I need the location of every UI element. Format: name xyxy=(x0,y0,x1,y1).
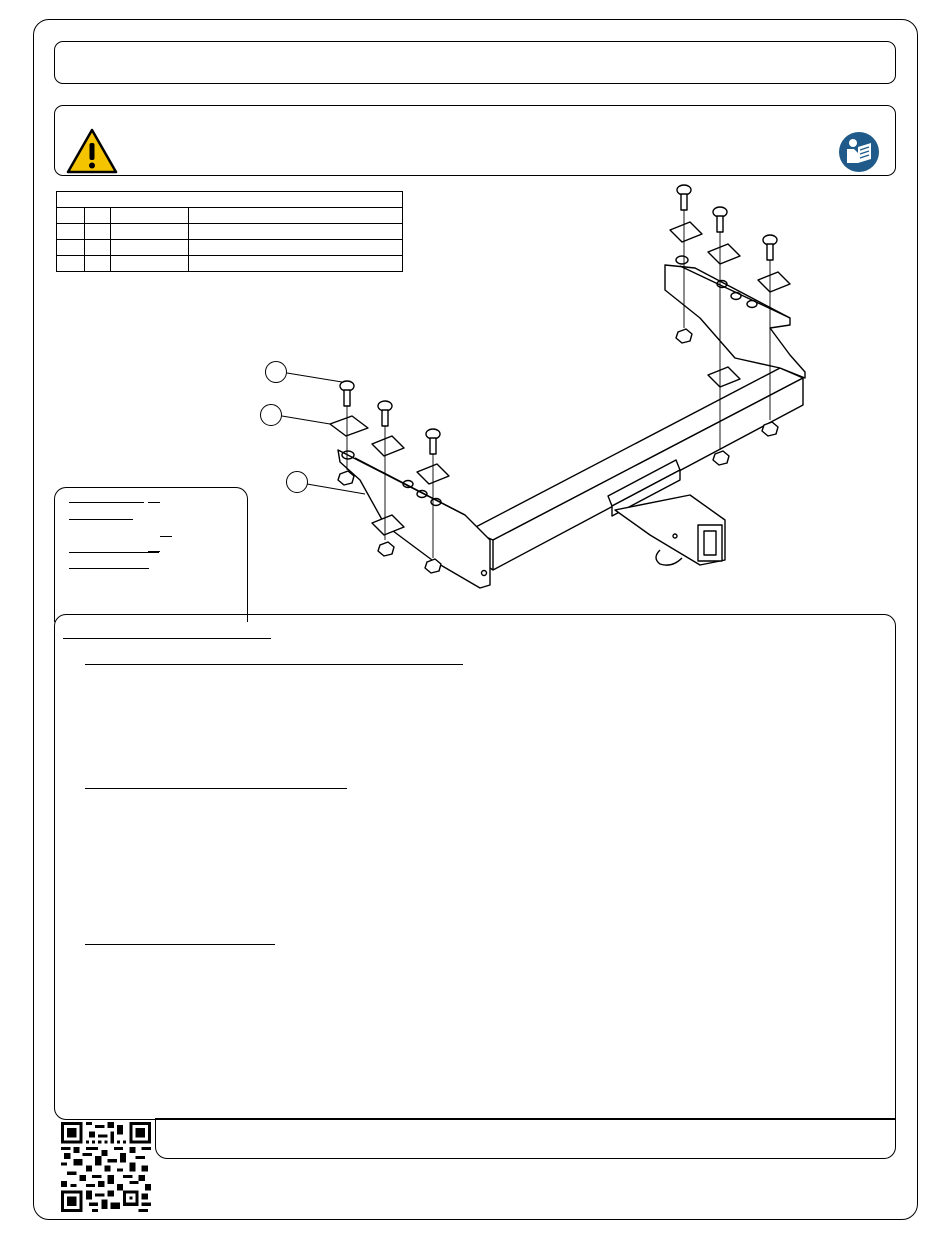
table-cell xyxy=(111,224,189,240)
table-cell xyxy=(57,208,85,224)
table-cell xyxy=(111,240,189,256)
step-3-heading-underline xyxy=(85,944,275,945)
read-manual-icon xyxy=(838,131,880,173)
table-cell xyxy=(85,240,111,256)
left-bracket xyxy=(338,450,490,588)
table-cell xyxy=(111,208,189,224)
table-cell xyxy=(57,256,85,272)
torque-spec-line xyxy=(148,551,160,552)
step-1-heading-underline xyxy=(85,664,463,665)
torque-spec-line xyxy=(69,568,149,569)
footer-box xyxy=(155,1118,896,1159)
torque-spec-line xyxy=(148,502,160,503)
step-2-heading-underline xyxy=(85,788,347,789)
callout-3 xyxy=(286,471,308,493)
instructions-heading-underline xyxy=(63,638,271,639)
torque-spec-line xyxy=(69,502,144,503)
torque-spec-box xyxy=(54,487,248,622)
torque-spec-line xyxy=(69,519,133,520)
table-cell xyxy=(57,240,85,256)
title-box xyxy=(54,41,896,84)
table-cell xyxy=(85,224,111,240)
table-cell xyxy=(85,256,111,272)
right-bracket xyxy=(665,256,805,378)
table-cell xyxy=(111,256,189,272)
torque-spec-line xyxy=(69,552,159,553)
torque-spec-line xyxy=(160,536,172,537)
hitch-crossbar xyxy=(470,368,803,570)
table-cell xyxy=(57,224,85,240)
warning-triangle-icon xyxy=(66,128,118,174)
warning-box xyxy=(54,105,896,176)
hitch-exploded-diagram xyxy=(250,180,850,600)
qr-code-icon[interactable] xyxy=(61,1122,151,1212)
callout-1 xyxy=(265,361,287,383)
table-cell xyxy=(85,208,111,224)
callout-2 xyxy=(260,404,282,426)
instructions-box xyxy=(54,614,896,1120)
